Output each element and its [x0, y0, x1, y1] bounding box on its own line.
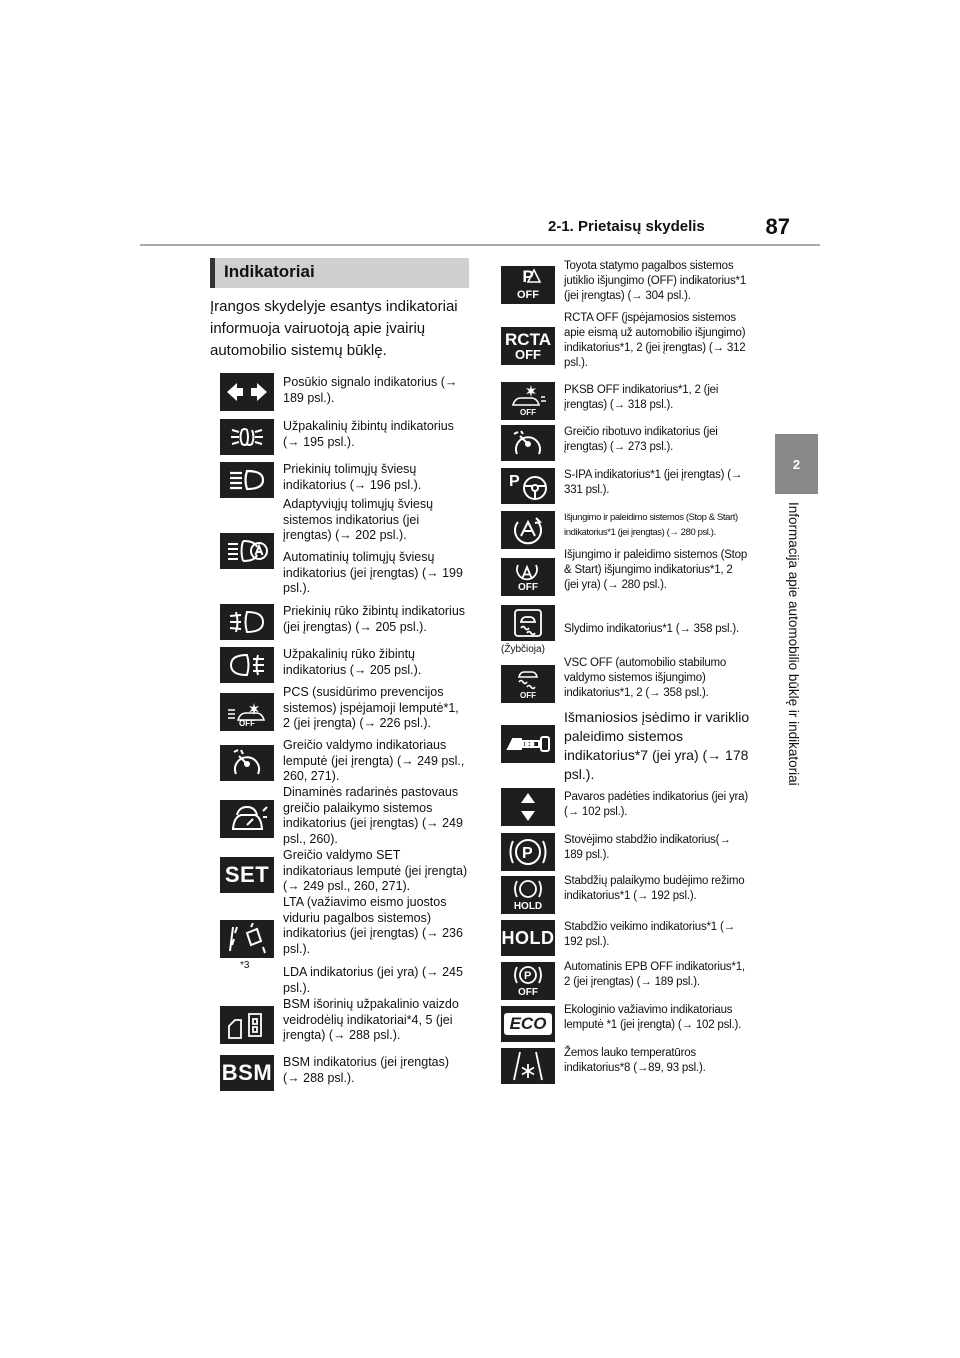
cruise-control-icon: [220, 745, 274, 781]
slip-indicator-icon: [501, 605, 555, 641]
vsc-off-icon: [501, 665, 555, 703]
speed-limiter-icon: [501, 425, 555, 461]
list-item-text: Išjungimo ir paleidimo sistemos (Stop & Start) išjungimo indikatorius*1, 2 (jei yra) (→ 280 psl.).: [564, 549, 748, 591]
list-item-text: Greičio ribotuvo indikatorius (jei įrengtas) (→ 273 psl.).: [564, 426, 718, 453]
smart-entry-icon: [501, 725, 555, 763]
s-ipa-icon: [501, 468, 555, 504]
radar-cruise-icon: [220, 800, 274, 838]
low-temp-icon: [501, 1048, 555, 1084]
auto-high-beam-icon: [220, 533, 274, 569]
header-rule: [140, 244, 820, 246]
svg-text:P: P: [509, 473, 520, 490]
page-number: 87: [765, 214, 790, 239]
list-item-text: Stabdžio veikimo indikatorius*1 (→ 192 psl.).: [564, 921, 735, 948]
rcta-off-label: OFF: [515, 346, 541, 362]
hold-label: HOLD: [501, 927, 555, 948]
pcs-off-label: OFF: [239, 719, 255, 728]
list-item-text: Ekologinio važiavimo indikatoriaus lemputė *1 (jei įrengta) (→ 102 psl.).: [564, 1004, 742, 1031]
section-title: Indikatoriai: [224, 262, 315, 281]
list-item-text: Išjungimo ir paleidimo sistemos (Stop & Start) indikatorius*1 (jei įrengtas) (→ 280 psl.).: [564, 512, 738, 538]
front-fog-icon: [220, 604, 274, 640]
slip-indicator-note: (Žybčioja): [501, 644, 545, 655]
parking-off-label: OFF: [517, 289, 539, 301]
lta-footnote: *3: [240, 960, 250, 971]
list-item-text: Užpakalinių žibintų indikatorius (→ 195 psl.).: [283, 419, 454, 449]
bsm-icon: [220, 1055, 274, 1091]
section-intro: Įrangos skydelyje esantys indikatoriai informuoja vairuotoją apie įvairių automobilio sistemų būklę.: [210, 298, 458, 359]
parking-p-label: P: [522, 267, 534, 286]
list-item-text: Priekinių rūko žibintų indikatorius (jei įrengtas) (→ 205 psl.).: [283, 604, 466, 634]
rcta-label: RCTA: [505, 329, 551, 349]
high-beam-icon: [220, 462, 274, 498]
epb-off-label: OFF: [518, 987, 538, 998]
list-item-text: Stabdžių palaikymo budėjimo režimo indikatorius*1 (→ 192 psl.).: [564, 875, 745, 902]
section-heading: [210, 258, 469, 288]
list-item-text: BSM išorinių užpakalinio vaizdo veidrodėlių indikatoriai*4, 5 (jei įrengta) (→ 288 psl.).: [283, 997, 459, 1042]
list-item-text: Pavaros padėties indikatorius (jei yra) (→ 102 psl.).: [564, 791, 748, 818]
list-item-text: LTA (važiavimo eismo juostos viduriu pagalbos sistemos) indikatorius (jei įrengtas) (→ 236 psl.).: [283, 895, 463, 956]
list-item-text: Priekinių tolimųjų šviesų indikatorius (→ 196 psl.).: [283, 462, 422, 492]
list-item-text: PKSB OFF indikatorius*1, 2 (jei įrengtas) (→ 318 psl.).: [564, 384, 719, 411]
list-item-text: S-IPA indikatorius*1 (jei įrengtas) (→ 331 psl.).: [564, 469, 743, 496]
section-name: 2-1. Prietaisų skydelis: [548, 218, 705, 235]
list-item-text-secondary: Automatinių tolimųjų šviesų indikatorius (jei įrengtas) (→ 199 psl.).: [283, 550, 463, 595]
list-item-text: Toyota statymo pagalbos sistemos jutiklio išjungimo (OFF) indikatorius*1 (jei įrengtas) (→ 304 psl.).: [564, 260, 747, 302]
stop-start-cancel-icon: [501, 558, 555, 596]
tail-lights-icon: [220, 419, 274, 455]
bsm-label: BSM: [221, 1060, 273, 1085]
shift-position-icon: [501, 788, 555, 826]
section-heading-bar: [210, 258, 215, 288]
list-item-text: Stovėjimo stabdžio indikatorius(→ 189 psl.).: [564, 834, 731, 861]
list-item-text: Adaptyviųjų tolimųjų šviesų sistemos indikatorius (jei įrengtas) (→ 202 psl.).: [283, 497, 434, 542]
vsc-off-label: OFF: [520, 691, 536, 700]
turn-signal-icon: [220, 373, 274, 411]
rcta-off-icon: [501, 327, 555, 365]
svg-text:P: P: [522, 845, 533, 862]
list-item-text: Automatinis EPB OFF indikatorius*1, 2 (jei įrengtas) (→ 189 psl.).: [564, 961, 745, 988]
stop-start-off-icon: [501, 511, 555, 549]
list-item-text: Išmaniosios įsėdimo ir variklio paleidimo sistemos indikatorius*7 (jei yra) (→ 178 psl.).: [564, 709, 750, 782]
list-item-text-secondary: LDA indikatorius (jei yra) (→ 245 psl.).: [283, 965, 463, 995]
pksb-off-icon: [501, 382, 555, 420]
list-item-text: Greičio valdymo SET indikatoriaus lemputė (jei įrengta) (→ 249 psl., 260, 271).: [283, 848, 468, 893]
eco-icon: [501, 1006, 555, 1042]
brake-hold-label: HOLD: [513, 901, 543, 912]
lta-icon: [220, 920, 274, 958]
page-header: [540, 216, 790, 240]
list-item-text: Slydimo indikatorius*1 (→ 358 psl.).: [564, 623, 739, 635]
brake-hold-standby-icon: [501, 876, 555, 914]
parking-sensor-off-icon: [501, 266, 555, 304]
stop-start-off-label: OFF: [518, 582, 538, 593]
list-item-text: BSM indikatorius (jei įrengtas) (→ 288 psl.).: [283, 1055, 450, 1085]
set-label: SET: [224, 862, 270, 887]
parking-brake-icon: [501, 833, 555, 871]
rear-fog-icon: [220, 647, 274, 683]
auto-epb-off-icon: [501, 962, 555, 1000]
pcs-off-icon: [220, 693, 274, 731]
eco-label: ECO: [504, 1013, 553, 1035]
brake-hold-active-icon: [501, 920, 555, 956]
chapter-tab: 2: [775, 434, 818, 494]
chapter-title: Informacija apie automobilio būklę ir indikatoriai: [786, 502, 801, 786]
list-item-text: Dinaminės radarinės pastovaus greičio palaikymo sistemos indikatorius (jei įrengtas) (→ 249 psl., 260).: [283, 785, 463, 846]
svg-text:P: P: [524, 970, 532, 982]
pksb-off-label: OFF: [520, 408, 536, 417]
list-item-text: Posūkio signalo indikatorius (→ 189 psl.).: [283, 375, 458, 405]
bsm-mirror-icon: [220, 1006, 274, 1044]
list-item-text: PCS (susidūrimo prevencijos sistemos) įspėjamoji lemputė*1, 2 (jei įrengta) (→ 226 psl.).: [283, 685, 459, 730]
list-item-text: Užpakalinių rūko žibintų indikatorius (→ 205 psl.).: [283, 647, 422, 677]
list-item-text: Žemos lauko temperatūros indikatorius*8 (→89, 93 psl.).: [564, 1047, 706, 1074]
list-item-text: RCTA OFF (įspėjamosios sistemos apie eismą už automobilio išjungimo) indikatorius*1, 2 (jei įrengtas) (→ 312 psl.).: [564, 312, 746, 369]
set-icon: [220, 857, 274, 893]
list-item-text: Greičio valdymo indikatoriaus lemputė (jei įrengta) (→ 249 psl., 260, 271).: [283, 738, 465, 783]
list-item-text: VSC OFF (automobilio stabilumo valdymo sistemos išjungimo) indikatorius*1, 2 (→ 358 psl.).: [564, 657, 727, 699]
